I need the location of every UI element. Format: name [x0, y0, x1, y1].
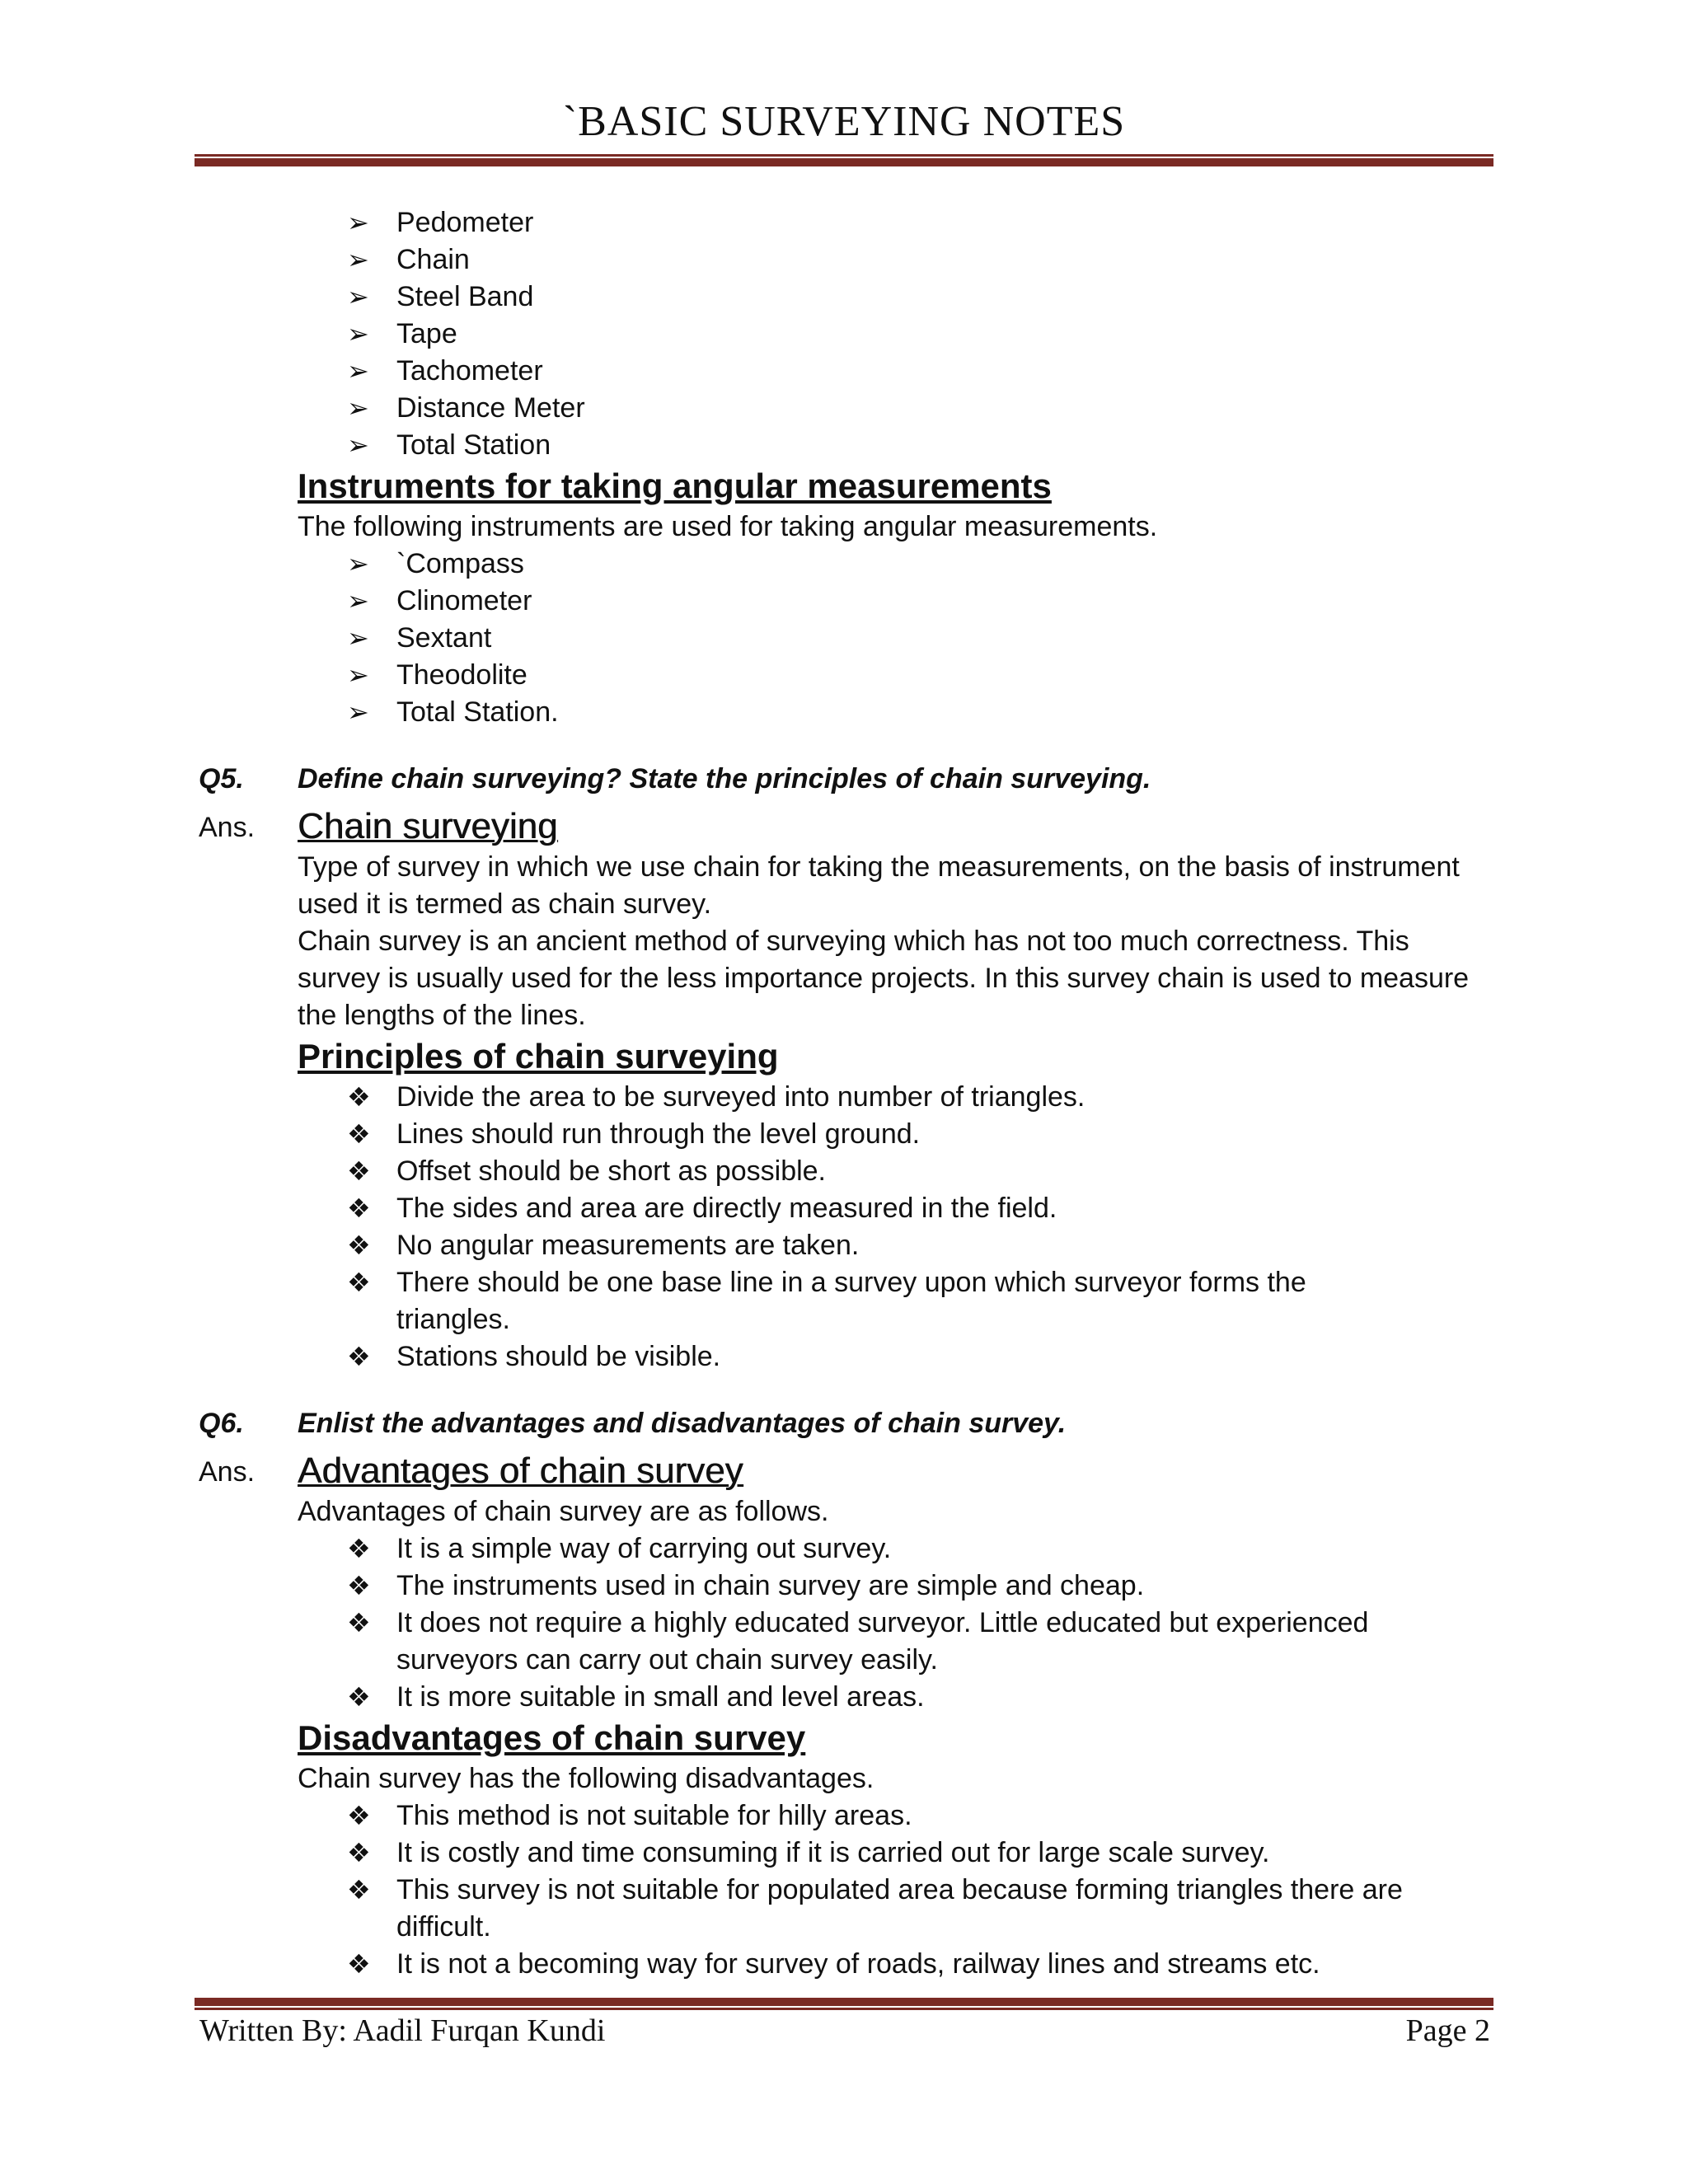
disadvantages-intro: Chain survey has the following disadvantages. [298, 1763, 874, 1794]
arrow-bullet-icon: ➢ [347, 586, 369, 616]
list-item: ➢ Clinometer [347, 583, 1410, 620]
footer-rule-thick [195, 1998, 1493, 2006]
diamond-bullet-icon: ❖ [347, 1230, 371, 1260]
answer-label: Ans. [199, 1456, 256, 1488]
list-item: ➢ Sextant [347, 620, 1410, 657]
diamond-bullet-icon: ❖ [347, 1875, 371, 1905]
list-item: ❖ This method is not suitable for hilly areas. [347, 1797, 1410, 1835]
question-number: Q5. [199, 763, 244, 794]
diamond-bullet-icon: ❖ [347, 1534, 371, 1563]
list-item: ➢ Total Station. [347, 694, 1410, 731]
list-item: ➢ Tachometer [347, 353, 1410, 390]
list-item: ❖ Lines should run through the level ground. [347, 1116, 1410, 1153]
principles-heading: Principles of chain surveying [298, 1037, 779, 1076]
header-rule-thin [195, 154, 1493, 157]
list-item: ➢ `Compass [347, 546, 1410, 583]
disadvantages-list [347, 1797, 1493, 1983]
diamond-bullet-icon: ❖ [347, 1571, 371, 1601]
question-q6 [195, 1405, 1493, 1442]
question-q5 [195, 761, 1493, 798]
diamond-bullet-icon: ❖ [347, 1156, 371, 1186]
arrow-bullet-icon: ➢ [347, 549, 369, 579]
angular-heading: Instruments for taking angular measurements [298, 466, 1052, 505]
list-item: ❖ It is costly and time consuming if it is carried out for large scale survey. [347, 1835, 1410, 1872]
list-item: ❖ The sides and area are directly measured in the field. [347, 1190, 1410, 1227]
arrow-bullet-icon: ➢ [347, 356, 369, 386]
question-text: Enlist the advantages and disadvantages of chain survey. [298, 1408, 1067, 1439]
chain-surveying-heading: Chain surveying [298, 806, 558, 846]
list-item: ❖ No angular measurements are taken. [347, 1227, 1410, 1264]
answer-label: Ans. [199, 812, 256, 843]
list-item: ❖ It is more suitable in small and level areas. [347, 1679, 1410, 1716]
answer-q6 [195, 1449, 1493, 1493]
footer-author: Written By: Aadil Furqan Kundi [199, 2013, 606, 2048]
list-item: ➢ Chain [347, 241, 1410, 279]
list-item: ❖ Offset should be short as possible. [347, 1153, 1410, 1190]
diamond-bullet-icon: ❖ [347, 1608, 371, 1638]
diamond-bullet-icon: ❖ [347, 1268, 371, 1297]
list-item: ➢ Distance Meter [347, 390, 1410, 427]
answer-q5 [195, 804, 1493, 849]
angular-intro: The following instruments are used for taking angular measurements. [298, 511, 1158, 542]
diamond-bullet-icon: ❖ [347, 1193, 371, 1223]
distance-instruments-list [347, 204, 1493, 464]
chain-survey-para-1: Type of survey in which we use chain for taking the measurements, on the basis of instrument used it is termed as chain survey. [298, 851, 1460, 920]
diamond-bullet-icon: ❖ [347, 1838, 371, 1868]
arrow-bullet-icon: ➢ [347, 697, 369, 727]
arrow-bullet-icon: ➢ [347, 245, 369, 274]
principles-list [347, 1079, 1493, 1376]
advantages-intro: Advantages of chain survey are as follows. [298, 1496, 829, 1527]
header-rule-thick [195, 158, 1493, 166]
diamond-bullet-icon: ❖ [347, 1119, 371, 1149]
arrow-bullet-icon: ➢ [347, 282, 369, 312]
arrow-bullet-icon: ➢ [347, 393, 369, 423]
footer-page-number: Page 2 [1405, 2013, 1490, 2048]
footer-rule-thin [195, 2008, 1493, 2010]
page-header-title: `BASIC SURVEYING NOTES [562, 98, 1126, 145]
list-item: ❖ The instruments used in chain survey are simple and cheap. [347, 1568, 1410, 1605]
list-item: ❖ Stations should be visible. [347, 1338, 1410, 1376]
list-item: ➢ Steel Band [347, 279, 1410, 316]
diamond-bullet-icon: ❖ [347, 1342, 371, 1371]
page-content [195, 204, 1493, 1983]
question-number: Q6. [199, 1408, 244, 1439]
question-text: Define chain surveying? State the principles of chain surveying. [298, 763, 1151, 794]
arrow-bullet-icon: ➢ [347, 623, 369, 653]
advantages-heading: Advantages of chain survey [298, 1451, 743, 1491]
list-item: ➢ Pedometer [347, 204, 1410, 241]
diamond-bullet-icon: ❖ [347, 1082, 371, 1112]
list-item: ➢ Total Station [347, 427, 1410, 464]
disadvantages-heading: Disadvantages of chain survey [298, 1718, 806, 1757]
diamond-bullet-icon: ❖ [347, 1682, 371, 1712]
arrow-bullet-icon: ➢ [347, 208, 369, 237]
list-item: ❖ It is a simple way of carrying out survey. [347, 1530, 1410, 1568]
arrow-bullet-icon: ➢ [347, 319, 369, 349]
arrow-bullet-icon: ➢ [347, 430, 369, 460]
advantages-list [347, 1530, 1493, 1716]
list-item: ❖ It is not a becoming way for survey of roads, railway lines and streams etc. [347, 1946, 1410, 1983]
list-item: ❖ There should be one base line in a survey upon which surveyor forms the triangles. [347, 1264, 1410, 1338]
diamond-bullet-icon: ❖ [347, 1801, 371, 1830]
diamond-bullet-icon: ❖ [347, 1949, 371, 1979]
list-item: ➢ Tape [347, 316, 1410, 353]
chain-survey-para-2: Chain survey is an ancient method of surveying which has not too much correctness. This survey is usually used for the less importance projects. In this survey chain is used to measure the lengths of the lines. [298, 926, 1470, 1031]
list-item: ❖ It does not require a highly educated surveyor. Little educated but experienced surveyors can carry out chain survey easily. [347, 1605, 1410, 1679]
list-item: ❖ Divide the area to be surveyed into number of triangles. [347, 1079, 1410, 1116]
angular-instruments-list [347, 546, 1493, 731]
list-item: ➢ Theodolite [347, 657, 1410, 694]
list-item: ❖ This survey is not suitable for populated area because forming triangles there are difficult. [347, 1872, 1410, 1946]
arrow-bullet-icon: ➢ [347, 660, 369, 690]
